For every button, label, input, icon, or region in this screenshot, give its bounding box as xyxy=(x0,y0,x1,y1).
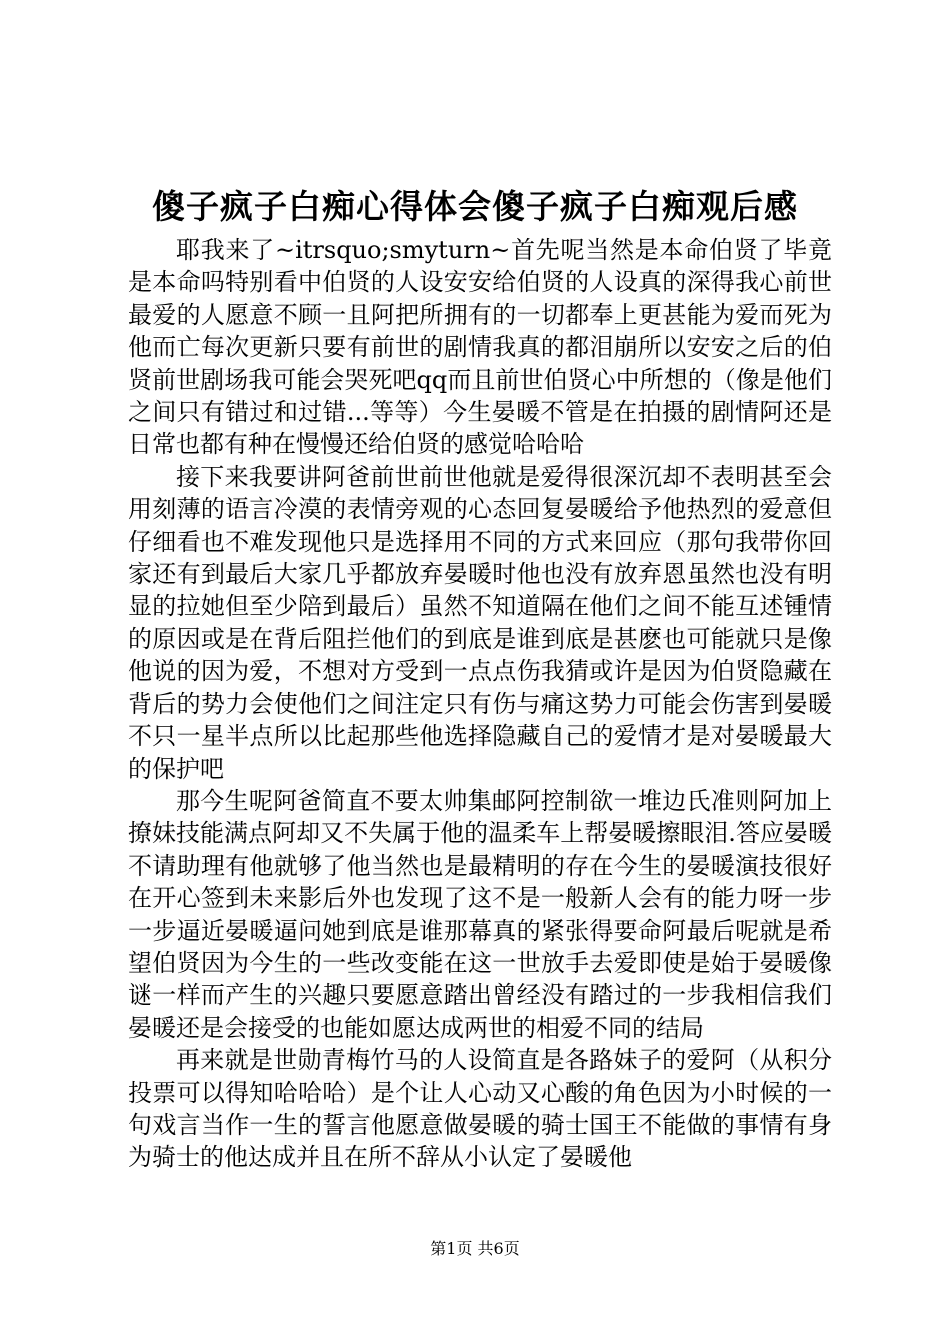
paragraph-4: 再来就是世勋青梅竹马的人设简直是各路妹子的爱阿（从积分投票可以得知哈哈哈）是个让人心动又心酸的角色因为小时候的一句戏言当作一生的誓言他愿意做晏暖的骑士国王不能做的事情有身为骑士的他达成并且在所不辞从小认定了晏暖他 xyxy=(128,1046,832,1172)
paragraph-2: 接下来我要讲阿爸前世前世他就是爱得很深沉却不表明甚至会用刻薄的语言冷漠的表情旁观的心态回复晏暖给予他热烈的爱意但仔细看也不难发现他只是选择用不同的方式来回应（那句我带你回家还有到最后大家几乎都放弃晏暖时他也没有放弃恩虽然也没有明显的拉她但至少陪到最后）虽然不知道隔在他们之间不能互述锺情的原因或是在背后阻拦他们的到底是谁到底是甚麽也可能就只是像他说的因为爱，不想对方受到一点点伤我猜或许是因为伯贤隐藏在背后的势力会使他们之间注定只有伤与痛这势力可能会伤害到晏暖不只一星半点所以比起那些他选择隐藏自己的爱情才是对晏暖最大的保护吧 xyxy=(128,462,832,783)
document-body xyxy=(128,234,832,1174)
paragraph-3: 那今生呢阿爸简直不要太帅集邮阿控制欲一堆边氏准则阿加上撩妹技能满点阿却又不失属于他的温柔车上帮晏暖擦眼泪.答应晏暖不请助理有他就够了他当然也是最精明的存在今生的晏暖演技很好在开心签到未来影后外也发现了这不是一般新人会有的能力呀一步一步逼近晏暖逼问她到底是谁那幕真的紧张得要命阿最后呢就是希望伯贤因为今生的一些改变能在这一世放手去爱即使是始于晏暖像谜一样而产生的兴趣只要愿意踏出曾经没有踏过的一步我相信我们晏暖还是会接受的也能如愿达成两世的相爱不同的结局 xyxy=(128,786,832,1042)
page-footer: 第1页 共6页 xyxy=(430,1239,520,1258)
paragraph-1: 耶我来了~itrsquo;smyturn~首先呢当然是本命伯贤了毕竟是本命吗特别看中伯贤的人设安安给伯贤的人设真的深得我心前世最爱的人愿意不顾一且阿把所拥有的一切都奉上更甚能为爱而死为他而亡每次更新只要有前世的剧情我真的都泪崩所以安安之后的伯贤前世剧场我可能会哭死吧qq而且前世伯贤心中所想的（像是他们之间只有错过和过错...等等）今生晏暖不管是在拍摄的剧情阿还是日常也都有种在慢慢还给伯贤的感觉哈哈哈 xyxy=(128,236,832,459)
document-title: 傻子疯子白痴心得体会傻子疯子白痴观后感 xyxy=(152,187,798,226)
